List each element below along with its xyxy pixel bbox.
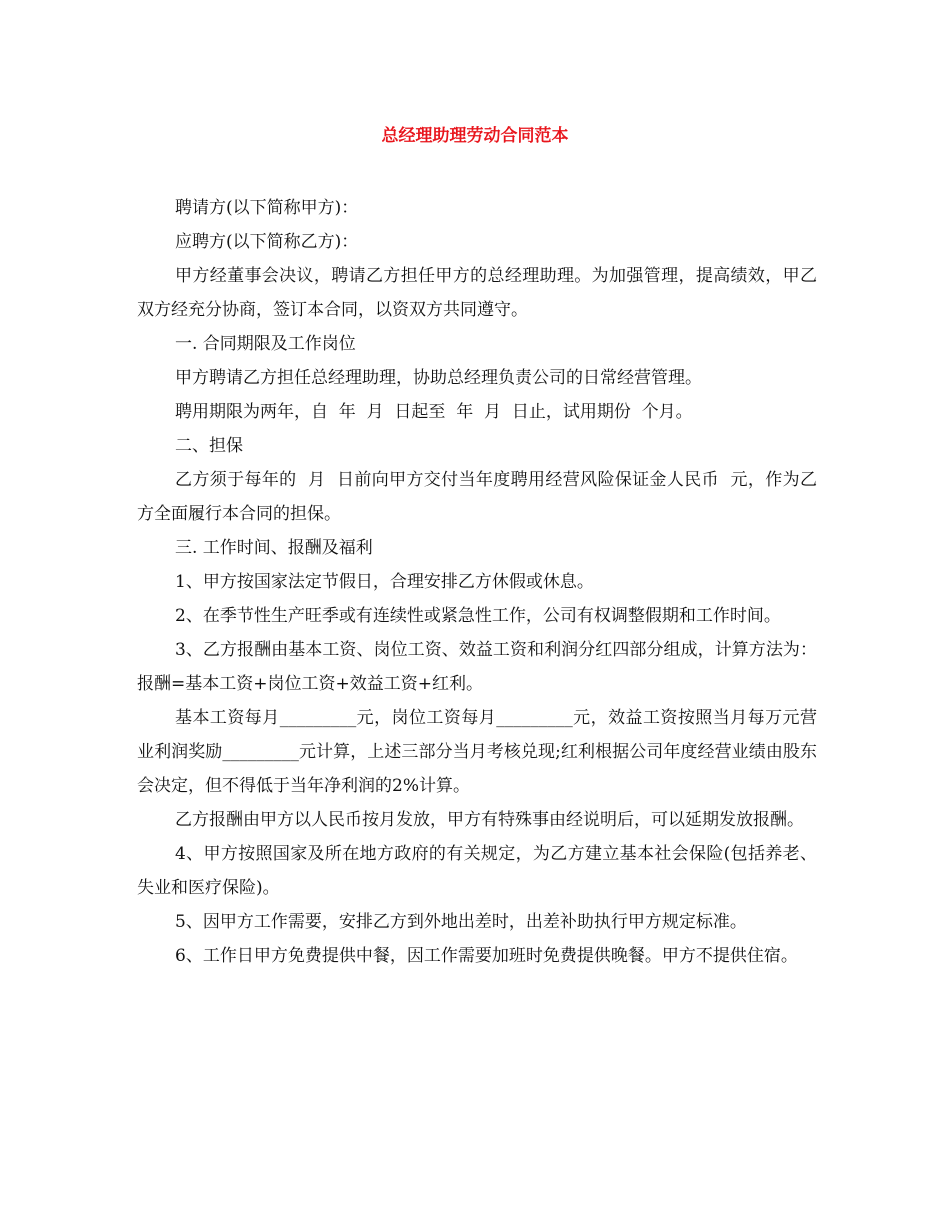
clause-holidays: 1、甲方按国家法定节假日，合理安排乙方休假或休息。	[175, 572, 594, 592]
section-heading-compensation: 三. 工作时间、报酬及福利	[175, 538, 373, 558]
section-heading-term: 一. 合同期限及工作岗位	[175, 334, 356, 354]
section-heading-guarantee: 二、担保	[175, 436, 243, 456]
clause-remuneration: 3、乙方报酬由基本工资、岗位工资、效益工资和利润分红四部分组成，计算方法为：报酬=基本工资+岗位工资+效益工资+红利。	[137, 640, 817, 694]
paragraph-payment: 乙方报酬由甲方以人民币按月发放，甲方有特殊事由经说明后，可以延期发放报酬。	[175, 810, 804, 830]
clause-travel-allowance: 5、因甲方工作需要，安排乙方到外地出差时，出差补助执行甲方规定标准。	[175, 912, 747, 932]
paragraph-term: 聘用期限为两年，自 年 月 日起至 年 月 日止，试用期份 个月。	[175, 402, 693, 422]
paragraph-guarantee: 乙方须于每年的 月 日前向甲方交付当年度聘用经营风险保证金人民币 元，作为乙方全面履行本合同的担保。	[137, 470, 817, 524]
paragraph-preamble: 甲方经董事会决议，聘请乙方担任甲方的总经理助理。为加强管理，提高绩效，甲乙双方经充分协商，签订本合同，以资双方共同遵守。	[137, 266, 817, 320]
clause-social-insurance: 4、甲方按照国家及所在地方政府的有关规定，为乙方建立基本社会保险(包括养老、失业和医疗保险)。	[137, 844, 817, 898]
paragraph-employee: 应聘方(以下简称乙方)：	[175, 232, 359, 252]
clause-meals: 6、工作日甲方免费提供中餐，因工作需要加班时免费提供晚餐。甲方不提供住宿。	[175, 946, 798, 966]
document-body	[137, 191, 817, 973]
clause-schedule-adjustment: 2、在季节性生产旺季或有连续性或紧急性工作，公司有权调整假期和工作时间。	[175, 606, 781, 626]
document-title: 总经理助理劳动合同范本	[381, 126, 569, 146]
paragraph-employer: 聘请方(以下简称甲方)：	[175, 198, 359, 218]
paragraph-position: 甲方聘请乙方担任总经理助理，协助总经理负责公司的日常经营管理。	[175, 368, 702, 388]
paragraph-salary-details: 基本工资每月_________元，岗位工资每月_________元，效益工资按照当月每万元营业利润奖励_________元计算，上述三部分当月考核兑现;红利根据公司年度经营业绩由股东会决定，但不得低于当年净利润的2%计算。	[137, 708, 817, 796]
